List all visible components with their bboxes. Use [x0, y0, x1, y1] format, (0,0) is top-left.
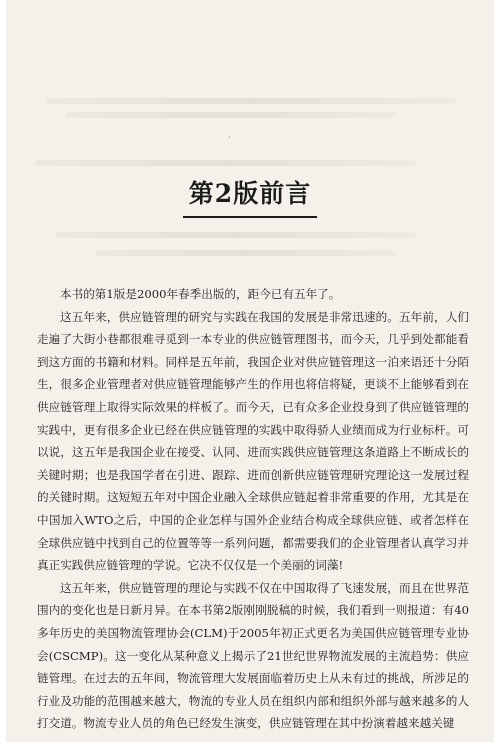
show-through-text: [66, 112, 396, 118]
page-marker: ·: [228, 133, 231, 143]
heading-block: [6, 174, 494, 218]
show-through-text: [96, 250, 396, 256]
show-through-text: [36, 160, 416, 166]
page-title: 第2版前言: [183, 174, 317, 218]
paragraph: 本书的第1版是2000年春季出版的，距今已有五年了。: [60, 287, 341, 301]
paragraph: 这五年来，供应链管理的研究与实践在我国的发展是非常迅速的。五年前，人们走遍了大街小巷都很难寻觅到一本专业的供应链管理图书，而今天，几乎到处都能看到这方面的书籍和材料。同样是五年前，我国企业对供应链管理这一泊来语还十分陌生，很多企业管理者对供应链管理能够产生的作用也将信将疑，更谈不上能够看到在供应链管理上取得实际效果的样板了。而今天，已有众多企业投身到了供应链管理的实践中，更有很多企业已经在供应链管理的实践中取得骄人业绩而成为行业标杆。可以说，这五年是我国企业在接受、认同、进而实践供应链管理这条道路上不断成长的关键时期；也是我国学者在引进、跟踪、进而创新供应链管理研究理论这一发展过程的关键时期。这短短五年对中国企业融入全球供应链起着非常重要的作用，尤其是在中国加入WTO之后，中国的企业怎样与国外企业结合构成全球供应链、或者怎样在全球供应链中找到自己的位置等等一系列问题，都需要我们的企业管理者认真学习并真正实践供应链管理的学说。它决不仅仅是一个美丽的词藻!: [37, 309, 469, 573]
show-through-text: [46, 98, 456, 104]
body-text: [37, 283, 469, 735]
show-through-text: [56, 232, 416, 238]
paragraph: 这五年来，供应链管理的理论与实践不仅在中国取得了飞速发展，而且在世界范围内的变化也是日新月异。在本书第2版刚刚脱稿的时候，我们看到一则报道：有40多年历史的美国物流管理协会(CLM)于2005年初正式更名为美国供应链管理专业协会(CSCMP)。这一变化从某种意义上揭示了21世纪世界物流发展的主流趋势：供应链管理。在过去的五年间，物流管理大发展面临着历史上从未有过的挑战，所涉足的行业及功能的范围越来越大，物流的专业人员在组织内部和组织外部与越来越多的人打交道。物流专业人员的角色已经发生演变，供应链管理在其中扮演着越来越关键: [37, 580, 469, 731]
